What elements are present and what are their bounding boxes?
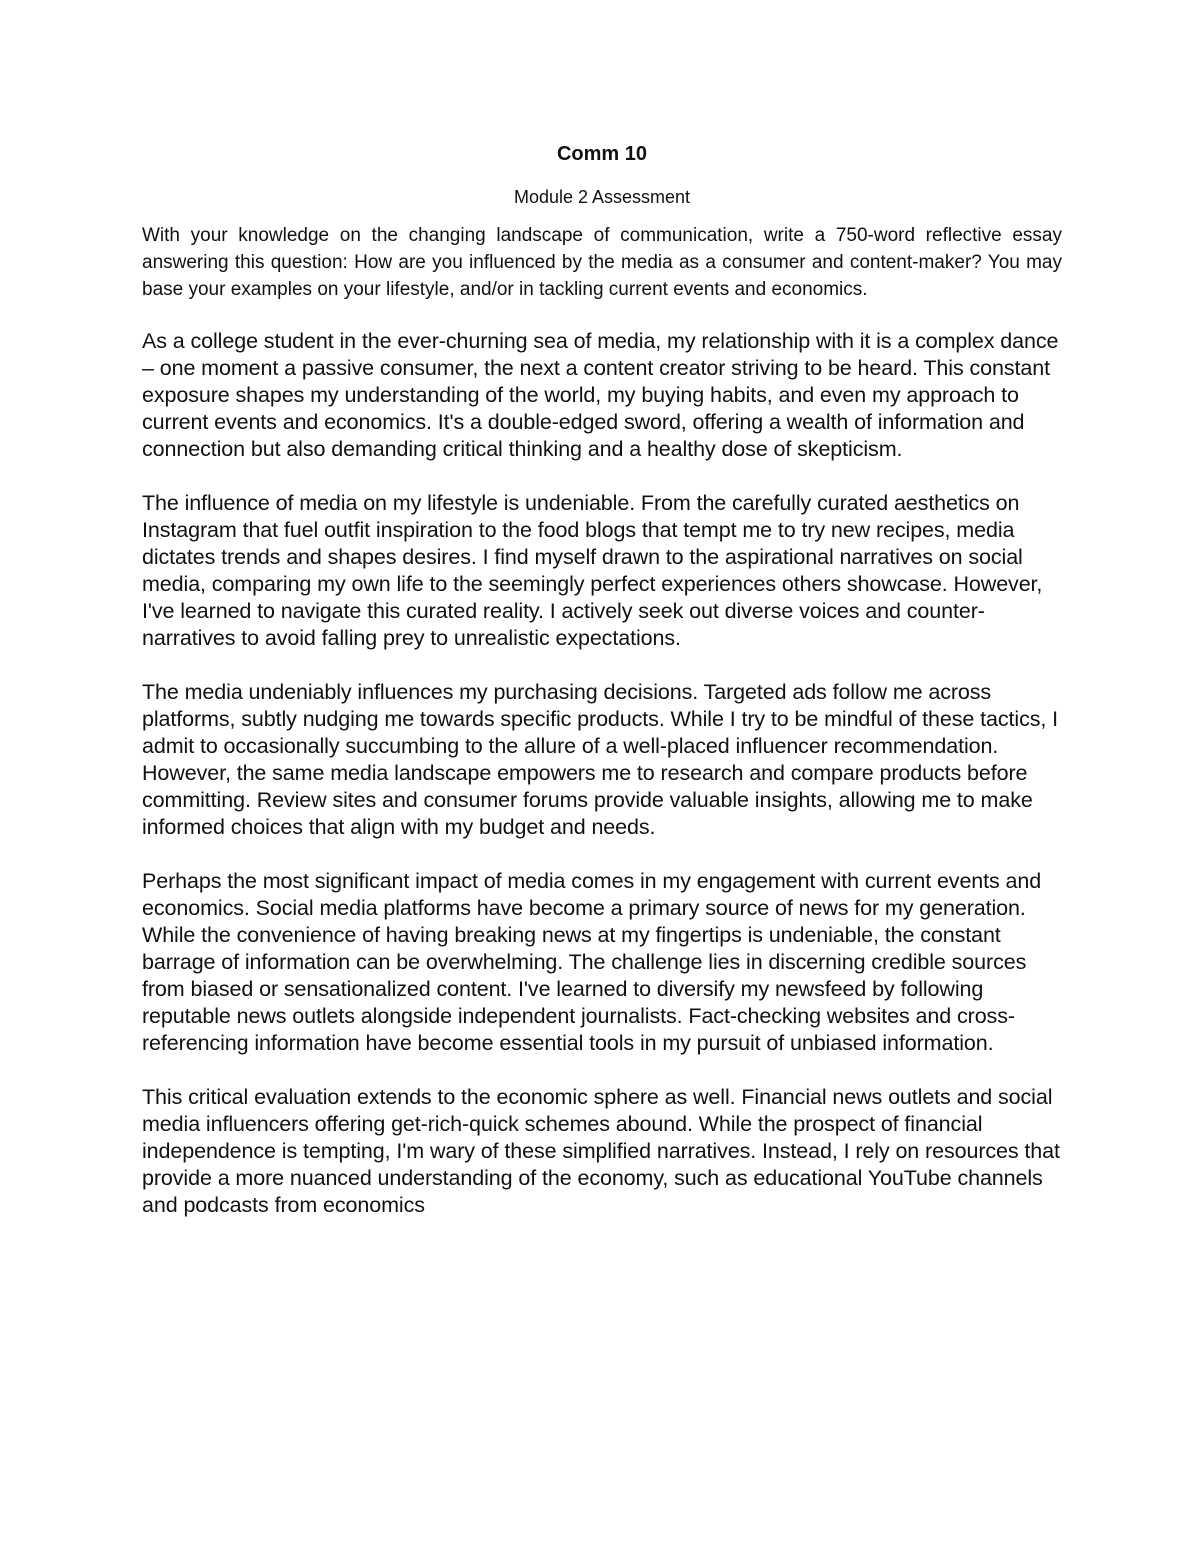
- essay-text: [142, 328, 1062, 1219]
- essay-paragraph-4: Perhaps the most significant impact of media comes in my engagement with current events and economics. Social media platforms have become a primary source of news for my generation. While the convenience of having breaking news at my fingertips is undeniable, the constant barrage of information can be overwhelming. The challenge lies in discerning credible sources from biased or sensationalized content. I've learned to diversify my newsfeed by following reputable news outlets alongside independent journalists. Fact-checking websites and cross-referencing information have become essential tools in my pursuit of unbiased information.: [142, 869, 1042, 1055]
- document-title: Comm 10: [556, 143, 648, 165]
- essay-paragraph-3: The media undeniably influences my purchasing decisions. Targeted ads follow me across platforms, subtly nudging me towards specific products. While I try to be mindful of these tactics, I admit to occasionally succumbing to the allure of a well-placed influencer recommendation. However, the same media landscape empowers me to research and compare products before committing. Review sites and consumer forums provide valuable insights, allowing me to make informed choices that align with my budget and needs.: [142, 680, 1058, 839]
- essay-paragraph-2: The influence of media on my lifestyle is undeniable. From the carefully curated aesthetics on Instagram that fuel outfit inspiration to the food blogs that tempt me to try new recipes, media dictates trends and shapes desires. I find myself drawn to the aspirational narratives on social media, comparing my own life to the seemingly perfect experiences others showcase. However, I've learned to navigate this curated reality. I actively seek out diverse voices and counter-narratives to avoid falling prey to unrealistic expectations.: [142, 491, 1043, 650]
- document-subtitle: Module 2 Assessment: [513, 187, 691, 207]
- essay-prompt: With your knowledge on the changing landscape of communication, write a 750-word reflective essay answering this question: How are you influenced by the media as a consumer and content-maker? You may base your examples on your lifestyle, and/or in tackling current events and economics.: [142, 225, 1062, 300]
- document-body: [142, 140, 1062, 1219]
- essay-paragraph-5: This critical evaluation extends to the economic sphere as well. Financial news outlets and social media influencers offering get-rich-quick schemes abound. While the prospect of financial independence is tempting, I'm wary of these simplified narratives. Instead, I rely on resources that provide a more nuanced understanding of the economy, such as educational YouTube channels and podcasts from economics: [142, 1085, 1060, 1217]
- essay-paragraph-1: As a college student in the ever-churning sea of media, my relationship with it is a complex dance – one moment a passive consumer, the next a content creator striving to be heard. This constant exposure shapes my understanding of the world, my buying habits, and even my approach to current events and economics. It's a double-edged sword, offering a wealth of information and connection but also demanding critical thinking and a healthy dose of skepticism.: [142, 329, 1059, 461]
